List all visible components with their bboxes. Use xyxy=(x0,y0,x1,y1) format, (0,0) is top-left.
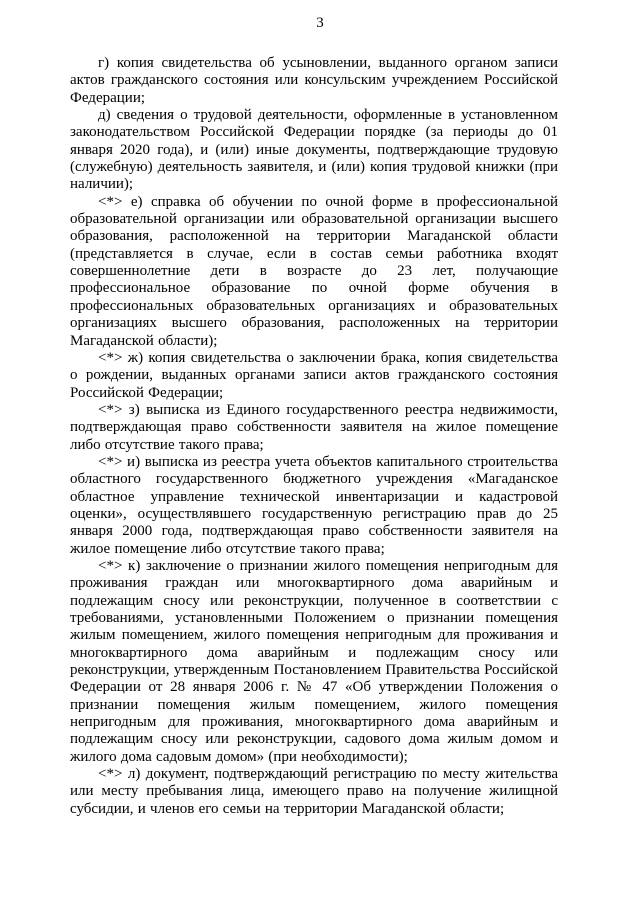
paragraph-item-e: <*> е) справка об обучении по очной форме в профессиональной образовательной организации или образовательной организации высшего образования, расположенной на территории Магаданской области (представляется в случае, если в состав семьи работника входят совершеннолетние дети в возрасте до 23 лет, получающие профессиональное образование по очной форме обучения в профессиональных образовательных организациях и образовательных организациях высшего образования, расположенных на территории Магаданской области); xyxy=(70,193,558,349)
paragraph-item-l: <*> л) документ, подтверждающий регистрацию по месту жительства или месту пребывания лица, имеющего право на получение жилищной субсидии, и членов его семьи на территории Магаданской области; xyxy=(70,766,558,817)
paragraph-item-zh: <*> ж) копия свидетельства о заключении брака, копия свидетельства о рождении, выданных органами записи актов гражданского состояния Российской Федерации; xyxy=(70,349,558,401)
document-body xyxy=(70,55,558,818)
paragraph-item-i: <*> и) выписка из реестра учета объектов капитального строительства областного государственного бюджетного учреждения «Магаданское областное управление технической инвентаризации и кадастровой оценки», осуществлявшего государственную регистрацию прав до 25 января 2000 года, подтверждающая право собственности заявителя на жилое помещение либо отсутствие такого права; xyxy=(70,453,558,557)
paragraph-item-z: <*> з) выписка из Единого государственного реестра недвижимости, подтверждающая право собственности заявителя на жилое помещение либо отсутствие такого права; xyxy=(70,401,558,453)
paragraph-item-g: г) копия свидетельства об усыновлении, выданного органом записи актов гражданского состояния или консульским учреждением Российской Федерации; xyxy=(70,55,558,106)
page-number: 3 xyxy=(316,15,324,31)
paragraph-item-d: д) сведения о трудовой деятельности, оформленные в установленном законодательством Российской Федерации порядке (за периоды до 01 января 2020 года), и (или) иные документы, подтверждающие трудовую (служебную) деятельность заявителя, и (или) копия трудовой книжки (при наличии); xyxy=(70,107,558,193)
paragraph-item-k: <*> к) заключение о признании жилого помещения непригодным для проживания граждан или многоквартирного дома аварийным и подлежащим сносу или реконструкции, полученное в соответствии с требованиями, установленными Положением о признании помещения жилым помещением, жилого помещения непригодным для проживания и многоквартирного дома аварийным и подлежащим сносу или реконструкции, утвержденным Постановлением Правительства Российской Федерации от 28 января 2006 г. № 47 «Об утверждении Положения о признании помещения жилым помещением, жилого помещения непригодным для проживания, многоквартирного дома аварийным и подлежащим сносу или реконструкции, садового дома жилым домом и жилого дома садовым домом» (при необходимости); xyxy=(70,557,558,765)
